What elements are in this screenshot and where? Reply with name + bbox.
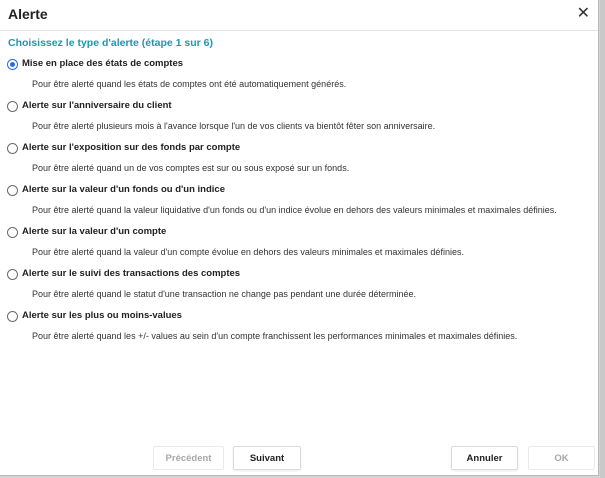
dialog-title: Alerte [8,6,48,22]
option-fund-exposure[interactable] [0,140,598,182]
option-label[interactable]: Alerte sur les plus ou moins-values [22,310,182,321]
option-states-setup[interactable] [0,56,598,98]
option-description: Pour être alerté quand un de vos comptes est sur ou sous exposé sur un fonds. [32,163,350,173]
alert-type-options [0,56,598,350]
option-description: Pour être alerté quand la valeur d'un compte évolue en dehors des valeurs minimales et maximales définies. [32,247,464,257]
option-label[interactable]: Alerte sur la valeur d'un fonds ou d'un indice [22,184,225,195]
radio-client-birthday[interactable] [7,101,18,112]
option-description: Pour être alerté quand les +/- values au sein d'un compte franchissent les performances minimales et maximales définies. [32,331,518,341]
option-label[interactable]: Alerte sur l'anniversaire du client [22,100,172,111]
step-heading: Choisissez le type d'alerte (étape 1 sur 6) [8,37,213,49]
option-label[interactable]: Alerte sur l'exposition sur des fonds par compte [22,142,241,153]
option-description: Pour être alerté quand le statut d'une transaction ne change pas pendant une durée déterminée. [32,289,416,299]
radio-gains-losses[interactable] [7,311,18,322]
option-account-value[interactable] [0,224,598,266]
option-description: Pour être alerté plusieurs mois à l'avance lorsque l'un de vos clients va bientôt fêter son anniversaire. [32,121,436,131]
radio-fund-value[interactable] [7,185,18,196]
cancel-button[interactable]: Annuler [451,446,518,470]
page-backdrop [600,0,605,478]
previous-button[interactable]: Précédent [153,446,224,470]
option-fund-value[interactable] [0,182,598,224]
option-label[interactable]: Alerte sur la valeur d'un compte [22,226,167,237]
radio-transaction-tracking[interactable] [7,269,18,280]
option-label[interactable]: Mise en place des états de comptes [22,58,184,69]
option-description: Pour être alerté quand la valeur liquidative d'un fonds ou d'un indice évolue en dehors des valeurs minimales et maximales définies. [32,205,557,215]
option-description: Pour être alerté quand les états de comptes ont été automatiquement générés. [32,79,347,89]
radio-fund-exposure[interactable] [7,143,18,154]
close-icon[interactable]: ✕ [576,5,590,22]
dialog-title-bar [0,0,598,31]
option-label[interactable]: Alerte sur le suivi des transactions des comptes [22,268,241,279]
option-gains-losses[interactable] [0,308,598,350]
option-transaction-tracking[interactable] [0,266,598,308]
dialog-footer [0,444,598,474]
next-button[interactable]: Suivant [233,446,301,470]
ok-button[interactable]: OK [528,446,595,470]
option-client-birthday[interactable] [0,98,598,140]
radio-account-value[interactable] [7,227,18,238]
radio-states-setup[interactable] [7,59,18,70]
